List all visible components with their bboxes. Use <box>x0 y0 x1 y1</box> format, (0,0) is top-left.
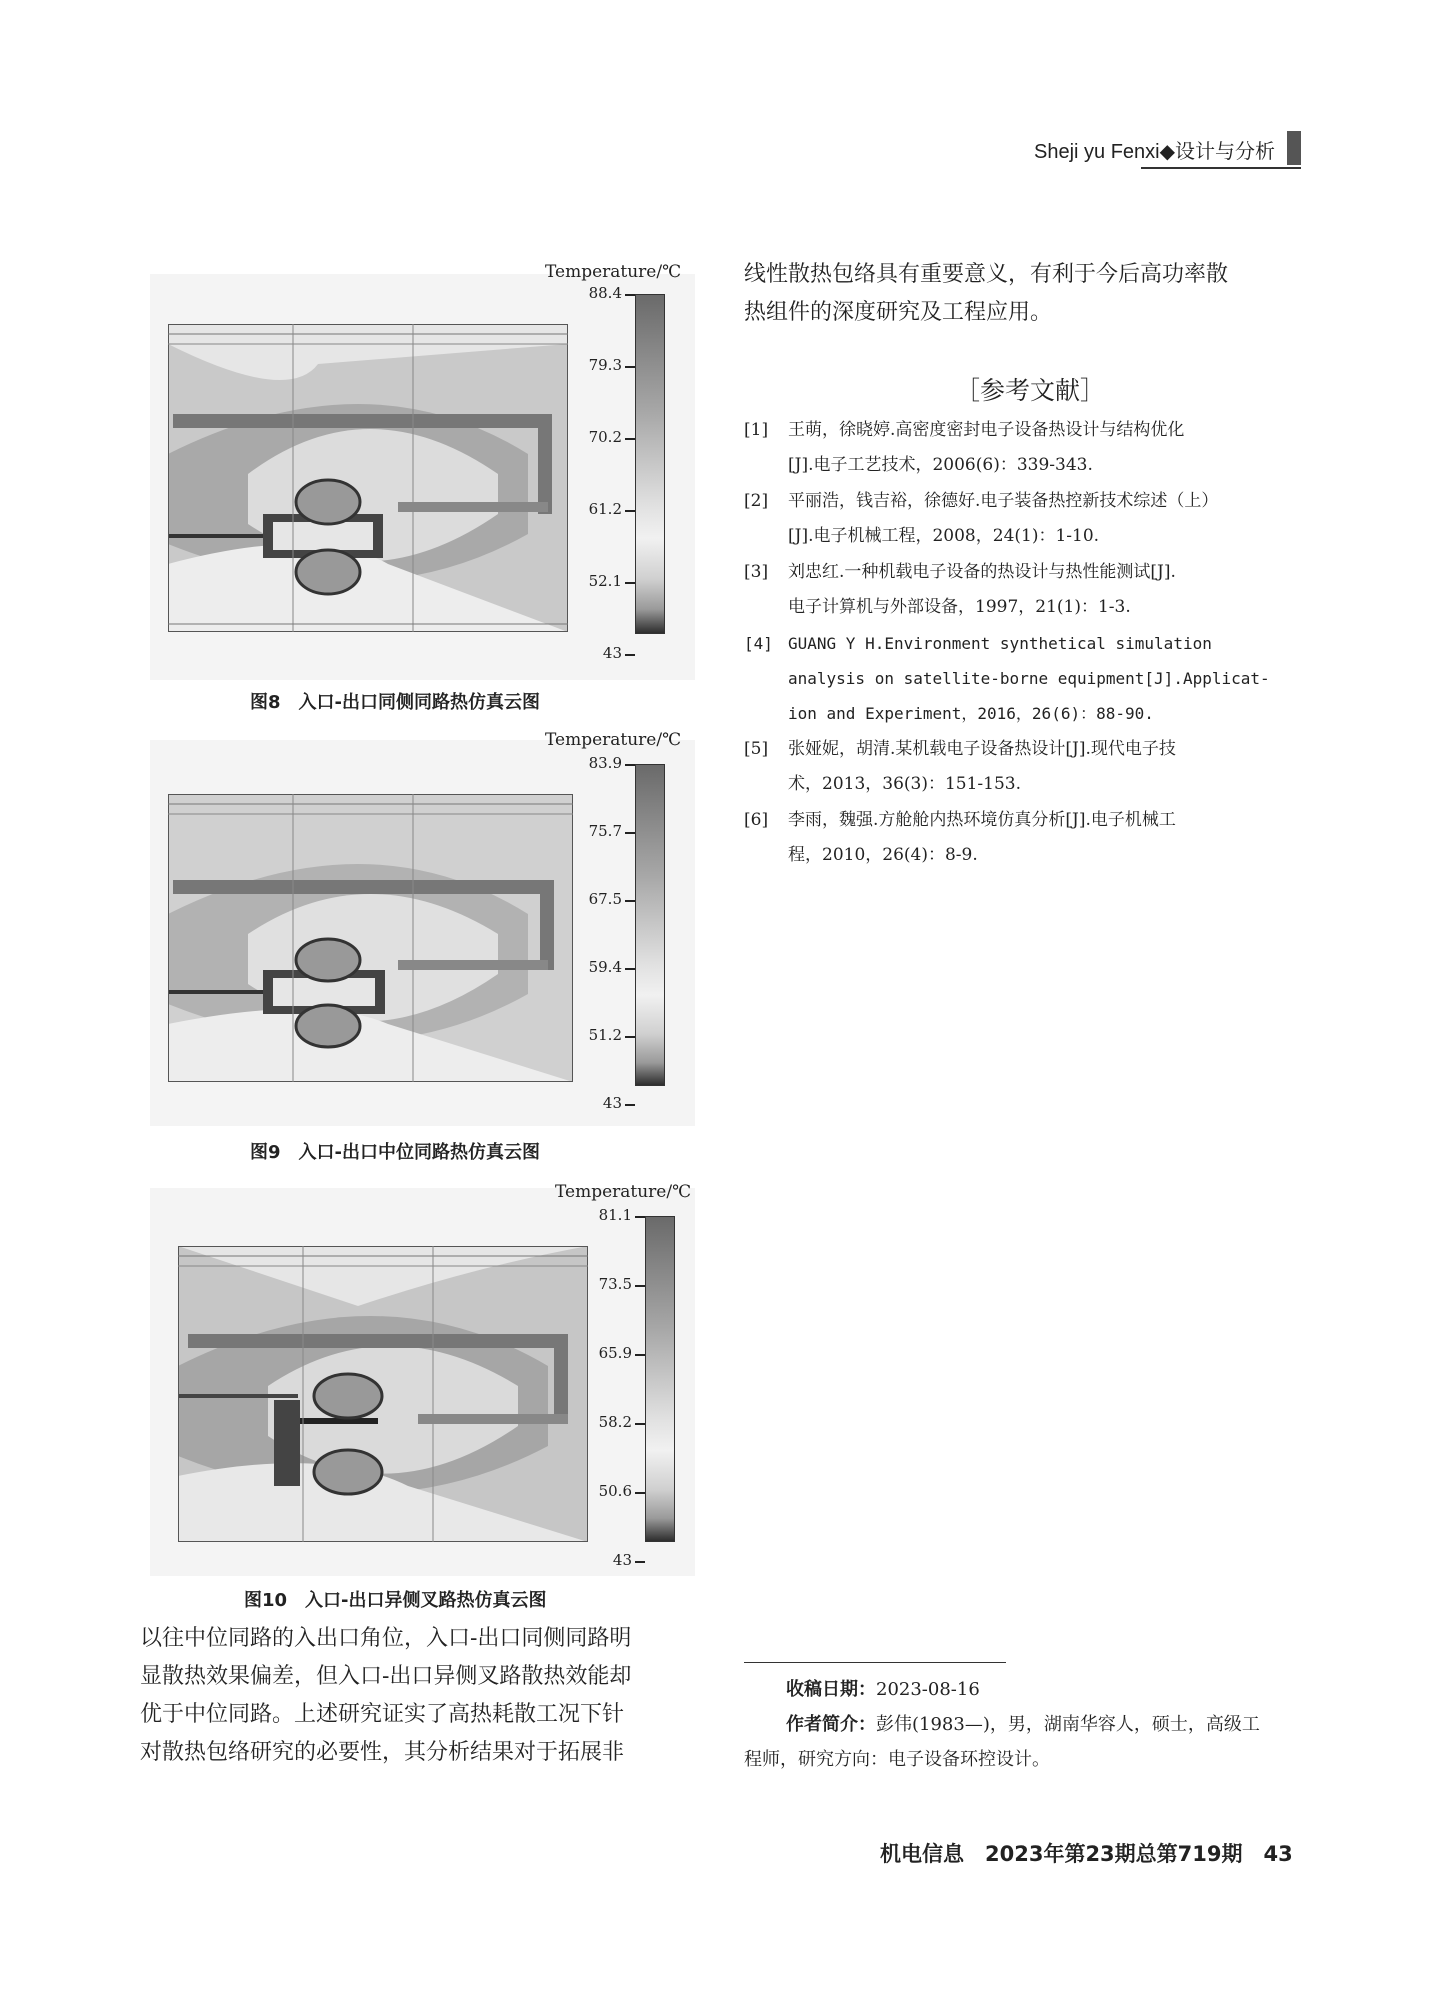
tick-label: 81.1 <box>598 1206 632 1224</box>
author-line-2: 程师，研究方向：电子设备环控设计。 <box>744 1749 1050 1770</box>
body-paragraph-right <box>744 256 1314 332</box>
reference-number: [6] <box>744 810 769 830</box>
author-line-1: 彭伟(1983—)，男，湖南华容人，硕士，高级工 <box>876 1714 1260 1735</box>
reference-number: [5] <box>744 739 769 759</box>
colorbar <box>635 764 665 1086</box>
references-title: ［参考文献］ <box>955 376 1106 405</box>
figure-8 <box>150 262 690 682</box>
tick-label: 65.9 <box>598 1344 632 1362</box>
received-value: 2023-08-16 <box>876 1679 980 1700</box>
running-header <box>1001 131 1301 171</box>
page-footer: 机电信息 2023年第23期总第719期 43 <box>880 1842 1293 1866</box>
text-line: 热组件的深度研究及工程应用。 <box>744 300 1053 325</box>
reference-number: [2] <box>744 491 769 511</box>
text-line: 优于中位同路。上述研究证实了高热耗散工况下针 <box>140 1702 625 1727</box>
tick-label: 88.4 <box>588 284 622 302</box>
author-info-continued <box>744 1742 1264 1777</box>
author-label: 作者简介： <box>786 1714 876 1735</box>
text-line: 对散热包络研究的必要性，其分析结果对于拓展非 <box>140 1740 625 1765</box>
colorbar <box>635 294 665 634</box>
tick-label: 51.2 <box>588 1026 622 1044</box>
figure-9 <box>150 730 690 1130</box>
colorbar <box>645 1216 675 1542</box>
tick-label: 79.3 <box>588 356 622 374</box>
body-paragraph-left <box>140 1620 710 1772</box>
temperature-title: Temperature/℃ <box>545 730 682 750</box>
header-bar <box>1287 131 1301 165</box>
figure-10 <box>150 1182 690 1582</box>
header-text: Sheji yu Fenxi◆设计与分析 <box>1034 141 1275 163</box>
text-line: 显散热效果偏差，但入口-出口异侧叉路散热效能却 <box>140 1664 632 1689</box>
text-line: 线性散热包络具有重要意义，有利于今后高功率散 <box>744 262 1229 287</box>
tick-label: 70.2 <box>588 428 622 446</box>
tick-label: 43 <box>602 644 622 662</box>
thermal-contour-image <box>168 324 568 632</box>
header-rule <box>1141 167 1301 169</box>
reference-item: [6] 李雨，魏强.方舱舱内热环境仿真分析[J].电子机械工 程，2010，26(4)：8-9. <box>744 803 1304 873</box>
reference-item: [3] 刘忠红.一种机载电子设备的热设计与热性能测试[J]. 电子计算机与外部设备，1997，21(1)：1-3. <box>744 555 1304 625</box>
reference-item: [1] 王萌，徐晓婷.高密度密封电子设备热设计与结构优化 [J].电子工艺技术，2006(6)：339-343. <box>744 413 1304 483</box>
thermal-contour-image <box>178 1246 588 1542</box>
tick-label: 52.1 <box>588 572 622 590</box>
tick-label: 50.6 <box>598 1482 632 1500</box>
figure-8-caption: 图8 入口-出口同侧同路热仿真云图 <box>250 692 540 713</box>
figure-9-caption: 图9 入口-出口中位同路热仿真云图 <box>250 1142 540 1163</box>
tick-label: 83.9 <box>588 754 622 772</box>
figure-10-caption: 图10 入口-出口异侧叉路热仿真云图 <box>244 1590 547 1611</box>
reference-number: [1] <box>744 420 769 440</box>
reference-number: [3] <box>744 562 769 582</box>
tick-label: 61.2 <box>588 500 622 518</box>
temperature-title: Temperature/℃ <box>545 262 682 282</box>
text-line: 以往中位同路的入出口角位，入口-出口同侧同路明 <box>140 1626 632 1651</box>
tick-label: 67.5 <box>588 890 622 908</box>
footnote-rule <box>744 1662 1006 1663</box>
reference-item: [4] GUANG Y H.Environment synthetical simulation analysis on satellite-borne equipment[J].Applicat- ion and Experiment，2016，26(6)：88-90. <box>744 626 1304 731</box>
tick-label: 75.7 <box>588 822 622 840</box>
tick-label: 43 <box>602 1094 622 1112</box>
temperature-title: Temperature/℃ <box>555 1182 692 1202</box>
reference-item: [2] 平丽浩，钱吉裕，徐德好.电子装备热控新技术综述（上） [J].电子机械工程，2008，24(1)：1-10. <box>744 484 1304 554</box>
tick-label: 43 <box>612 1551 632 1569</box>
received-label: 收稿日期： <box>786 1679 876 1700</box>
reference-item: [5] 张娅妮，胡清.某机载电子设备热设计[J].现代电子技 术，2013，36(3)：151-153. <box>744 732 1304 802</box>
author-info <box>786 1707 1306 1742</box>
received-date <box>786 1672 1306 1707</box>
tick-label: 58.2 <box>598 1413 632 1431</box>
tick-label: 59.4 <box>588 958 622 976</box>
tick-label: 73.5 <box>598 1275 632 1293</box>
thermal-contour-image <box>168 794 573 1082</box>
reference-number: [4] <box>744 634 773 653</box>
